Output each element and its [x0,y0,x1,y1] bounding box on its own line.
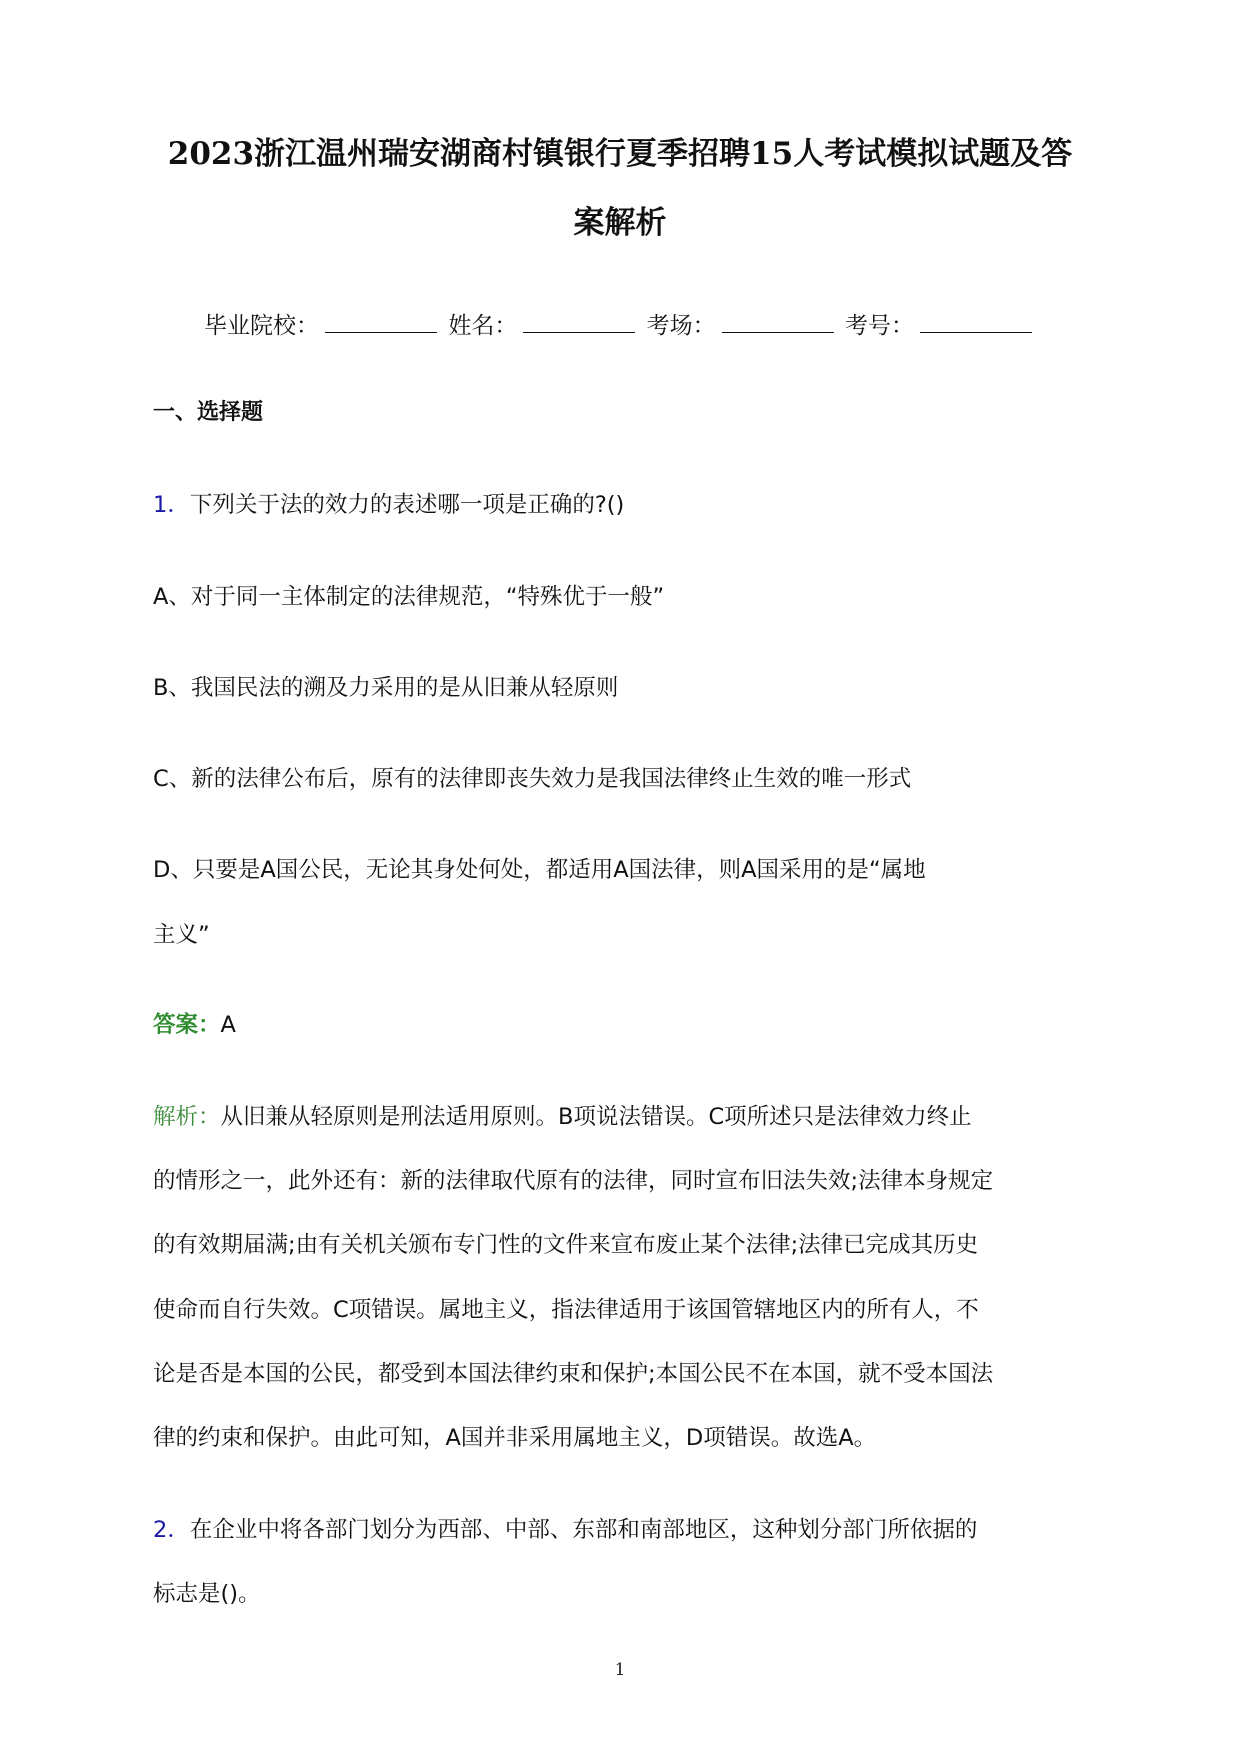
section-heading: 一、选择题 [153,400,264,425]
document-title-line-2: 案解析 [573,205,667,241]
candidate-info-line [0,307,1240,340]
question-2-stem [153,1515,1093,1545]
answer-label: 答案： [153,1012,221,1038]
analysis-line-6: 律的约束和保护。由此可知，A国并非采用属地主义，D项错误。故选A。 [153,1425,877,1451]
form-field-label: 毕业院校： [204,313,320,339]
option-b: B、我国民法的溯及力采用的是从旧兼从轻原则 [153,675,619,701]
form-field-school [204,307,441,340]
analysis-line-3: 的有效期届满;由有关机关颁布专门性的文件来宣布废止某个法律;法律已完成其历史 [153,1232,979,1258]
form-field-exam-number [845,307,1036,340]
analysis-line-2: 的情形之一，此外还有：新的法律取代原有的法律，同时宣布旧法失效;法律本身规定 [153,1168,994,1194]
analysis-text: 从旧兼从轻原则是刑法适用原则。B项说法错误。C项所述只是法律效力终止 [220,1104,972,1130]
option-d-continued: 主义” [153,922,210,948]
option-d: D、只要是A国公民，无论其身处何处，都适用A国法律，则A国采用的是“属地 [153,857,926,883]
question-text: 在企业中将各部门划分为西部、中部、东部和南部地区，这种划分部门所依据的 [189,1517,978,1543]
form-field-label: 考号： [844,313,914,339]
option-a: A、对于同一主体制定的法律规范，“特殊优于一般” [153,584,665,610]
document-title-line-1: 2023浙江温州瑞安湖商村镇银行夏季招聘15人考试模拟试题及答 [167,136,1073,172]
form-field-name [448,307,639,340]
page-number: 1 [614,1660,626,1680]
blank-underline [325,312,437,333]
analysis-line-1 [153,1102,1093,1132]
option-c: C、新的法律公布后，原有的法律即丧失效力是我国法律终止生效的唯一形式 [153,766,912,792]
form-field-label: 姓名： [448,313,518,339]
analysis-line-4: 使命而自行失效。C项错误。属地主义，指法律适用于该国管辖地区内的所有人，不 [153,1297,979,1323]
blank-underline [920,312,1032,333]
form-field-exam-room [647,307,838,340]
blank-underline [722,312,834,333]
analysis-label: 解析： [153,1104,221,1130]
question-number: 1． [153,492,190,518]
answer-line [153,1010,1093,1040]
form-field-label: 考场： [646,313,716,339]
question-1-stem [153,490,1093,520]
answer-value: A [220,1012,236,1038]
analysis-line-5: 论是否是本国的公民，都受到本国法律约束和保护;本国公民不在本国，就不受本国法 [153,1361,994,1387]
question-text: 下列关于法的效力的表述哪一项是正确的?() [189,492,625,518]
question-number: 2． [153,1517,190,1543]
blank-underline [523,312,635,333]
question-2-stem-continued: 标志是()。 [153,1581,261,1607]
